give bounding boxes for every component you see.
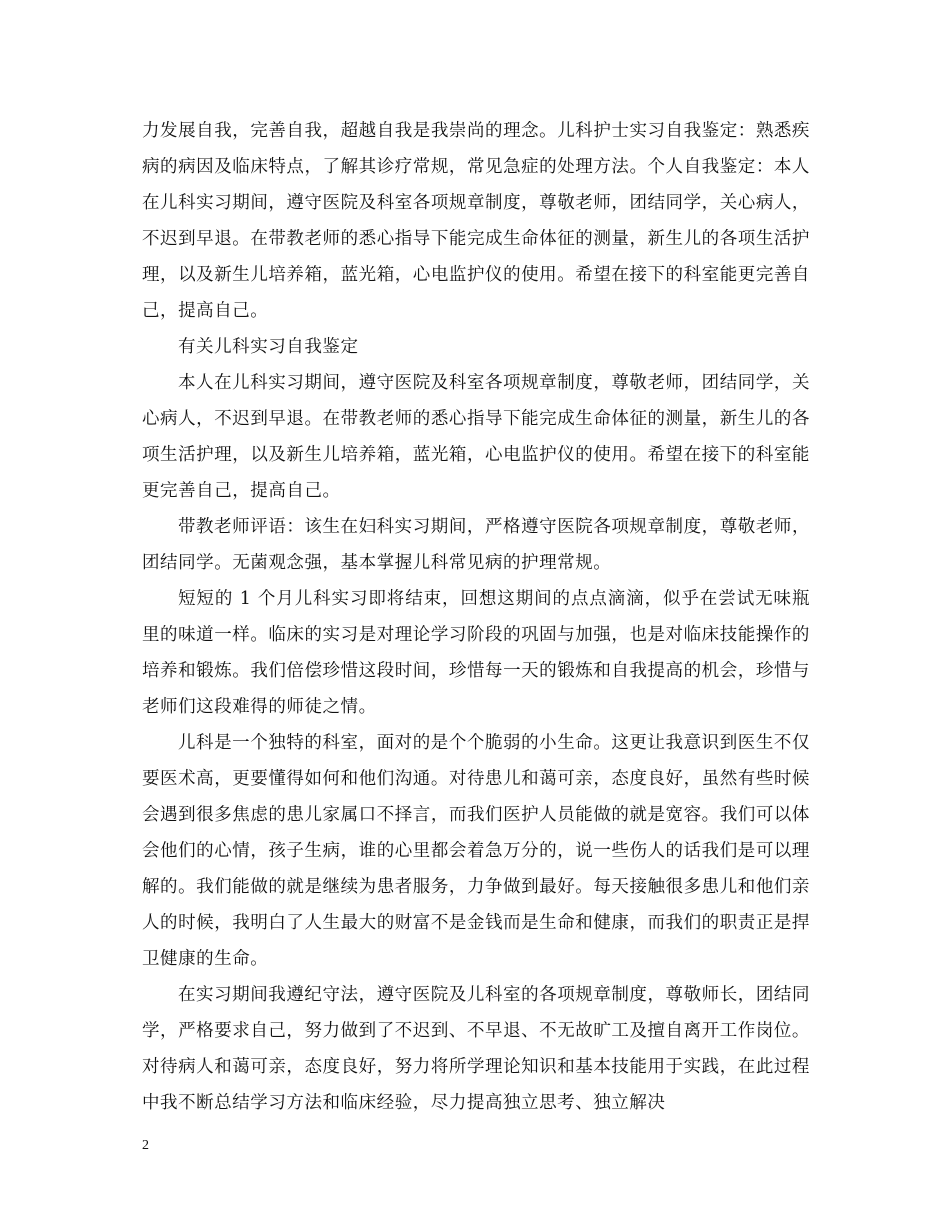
page-number: 2 [142,1138,149,1153]
paragraph-self-assessment: 本人在儿科实习期间，遵守医院及科室各项规章制度，尊敬老师，团结同学，关心病人，不迟到早退。在带教老师的悉心指导下能完成生命体征的测量，新生儿的各项生活护理，以及新生儿培养箱，蓝光箱，心电监护仪的使用。希望在接下的科室能更完善自己，提高自己。 [142,373,810,501]
paragraph-teacher-comment: 带教老师评语：该生在妇科实习期间，严格遵守医院各项规章制度，尊敬老师，团结同学。无菌观念强，基本掌握儿科常见病的护理常规。 [142,517,810,573]
paragraph-pediatrics: 儿科是一个独特的科室，面对的是个个脆弱的小生命。这更让我意识到医生不仅要医术高，更要懂得如何和他们沟通。对待患儿和蔼可亲，态度良好，虽然有些时候会遇到很多焦虑的患儿家属口不择言，而我们医护人员能做的就是宽容。我们可以体会他们的心情，孩子生病，谁的心里都会着急万分的，说一些伤人的话我们是可以理解的。我们能做的就是继续为患者服务，力争做到最好。每天接触很多患儿和他们亲人的时候，我明白了人生最大的财富不是金钱而是生命和健康，而我们的职责正是捍卫健康的生命。 [142,733,810,969]
document-body [142,113,810,1121]
paragraph-discipline: 在实习期间我遵纪守法，遵守医院及儿科室的各项规章制度，尊敬师长，团结同学，严格要求自己，努力做到了不迟到、不早退、不无故旷工及擅自离开工作岗位。对待病人和蔼可亲，态度良好，努力将所学理论知识和基本技能用于实践，在此过程中我不断总结学习方法和临床经验，尽力提高独立思考、独立解决 [142,985,810,1113]
paragraph-continuation: 力发展自我，完善自我，超越自我是我崇尚的理念。儿科护士实习自我鉴定：熟悉疾病的病因及临床特点，了解其诊疗常规，常见急症的处理方法。个人自我鉴定：本人在儿科实习期间，遵守医院及科室各项规章制度，尊敬老师，团结同学，关心病人，不迟到早退。在带教老师的悉心指导下能完成生命体征的测量，新生儿的各项生活护理，以及新生儿培养箱，蓝光箱，心电监护仪的使用。希望在接下的科室能更完善自己，提高自己。 [142,121,810,321]
section-heading: 有关儿科实习自我鉴定 [178,337,359,357]
paragraph-internship-reflection: 短短的 1 个月儿科实习即将结束，回想这期间的点点滴滴，似乎在尝试无味瓶里的味道一样。临床的实习是对理论学习阶段的巩固与加强，也是对临床技能操作的培养和锻炼。我们倍偿珍惜这段时间，珍惜每一天的锻炼和自我提高的机会，珍惜与老师们这段难得的师徒之情。 [142,589,810,717]
